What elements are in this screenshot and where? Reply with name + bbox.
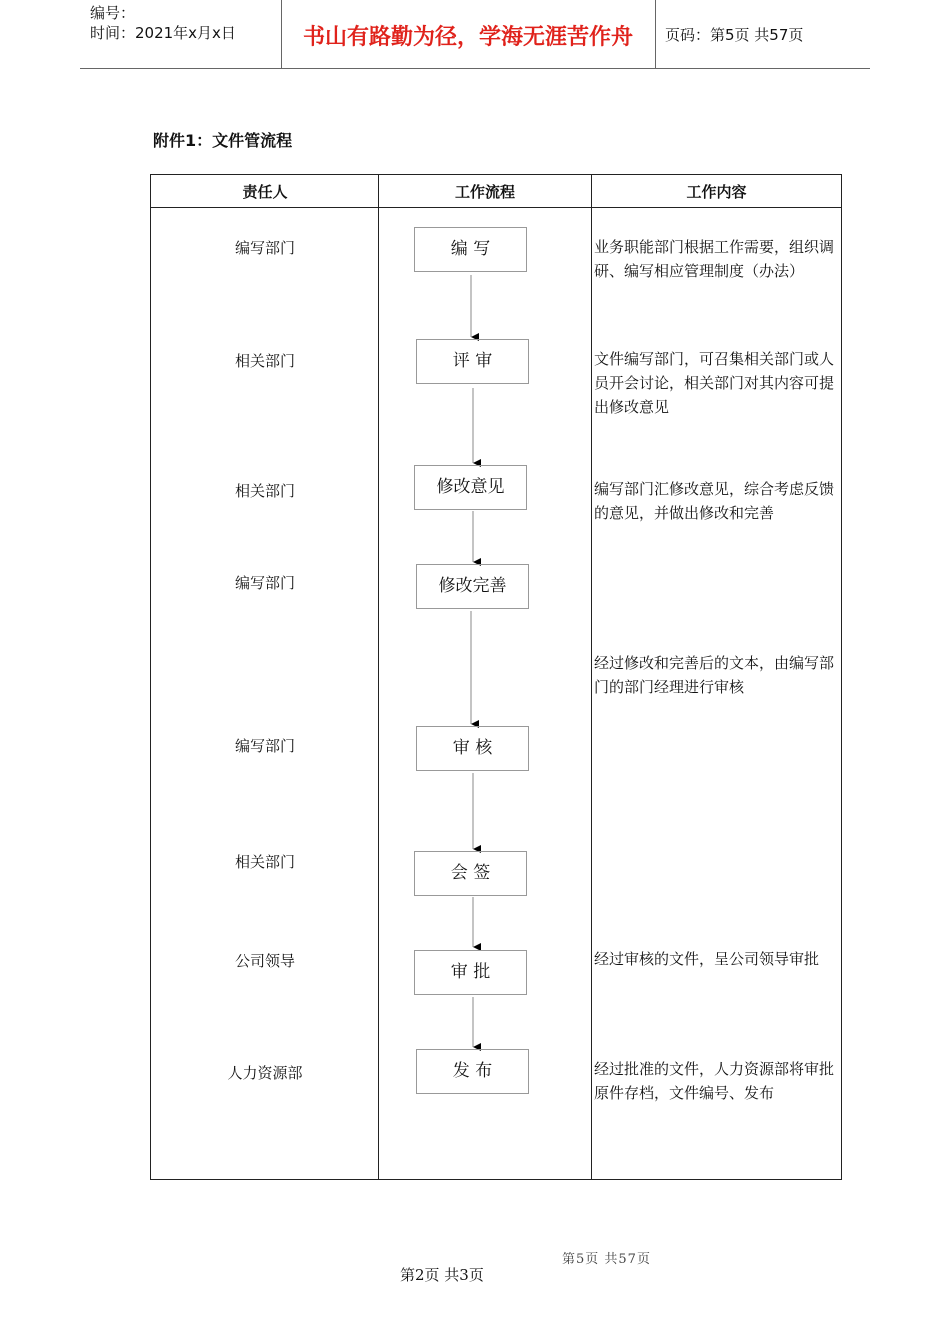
document-number-label: 编号： — [90, 4, 136, 22]
attachment-title: 附件1：文件管流程 — [153, 131, 293, 150]
content-cell: 经过修改和完善后的文本，由编写部门的部门经理进行审核 — [594, 654, 835, 696]
content-cell: 经过审核的文件，呈公司领导审批 — [594, 950, 820, 968]
flow-step-box: 审 批 — [414, 950, 527, 995]
header-responsible: 责任人 — [242, 183, 288, 201]
header-content: 工作内容 — [686, 183, 747, 201]
content-cell: 经过批准的文件，人力资源部将审批原件存档，文件编号、发布 — [594, 1060, 835, 1102]
column-divider — [591, 175, 592, 1179]
responsible-cell: 编写部门 — [234, 737, 295, 755]
page-header — [80, 0, 870, 69]
table-header-divider — [151, 207, 841, 208]
flow-step-box: 审 核 — [416, 726, 529, 771]
responsible-cell: 编写部门 — [234, 239, 295, 257]
document-time-label: 时间：2021年x月x日 — [90, 24, 236, 42]
flow-step-box: 会 签 — [414, 851, 527, 896]
column-divider — [378, 175, 379, 1179]
responsible-cell: 相关部门 — [234, 482, 295, 500]
content-cell: 文件编写部门，可召集相关部门或人员开会讨论，相关部门对其内容可提出修改意见 — [594, 350, 835, 416]
flow-step-box: 编 写 — [414, 227, 527, 272]
footer-faint-page-info: 第5页 共57页 — [562, 1252, 651, 1267]
responsible-cell: 相关部门 — [234, 853, 295, 871]
footer-page-number: 第2页 共3页 — [400, 1266, 484, 1284]
flow-step-box: 修改意见 — [414, 465, 527, 510]
header-page-info: 页码：第5页 共57页 — [665, 26, 804, 44]
header-workflow: 工作流程 — [454, 183, 515, 201]
responsible-cell: 公司领导 — [234, 952, 295, 970]
content-cell: 编写部门汇修改意见，综合考虑反馈的意见，并做出修改和完善 — [594, 480, 835, 522]
header-divider — [655, 0, 656, 68]
responsible-cell: 相关部门 — [234, 352, 295, 370]
flow-step-box: 评 审 — [416, 339, 529, 384]
header-motto: 书山有路勤为径，学海无涯苦作舟 — [302, 25, 633, 50]
flow-step-box: 发 布 — [416, 1049, 529, 1094]
flow-step-box: 修改完善 — [416, 564, 529, 609]
flow-table — [150, 174, 842, 1180]
responsible-cell: 人力资源部 — [227, 1064, 303, 1082]
content-cell: 业务职能部门根据工作需要，组织调研、编写相应管理制度（办法） — [594, 238, 835, 280]
responsible-cell: 编写部门 — [234, 574, 295, 592]
